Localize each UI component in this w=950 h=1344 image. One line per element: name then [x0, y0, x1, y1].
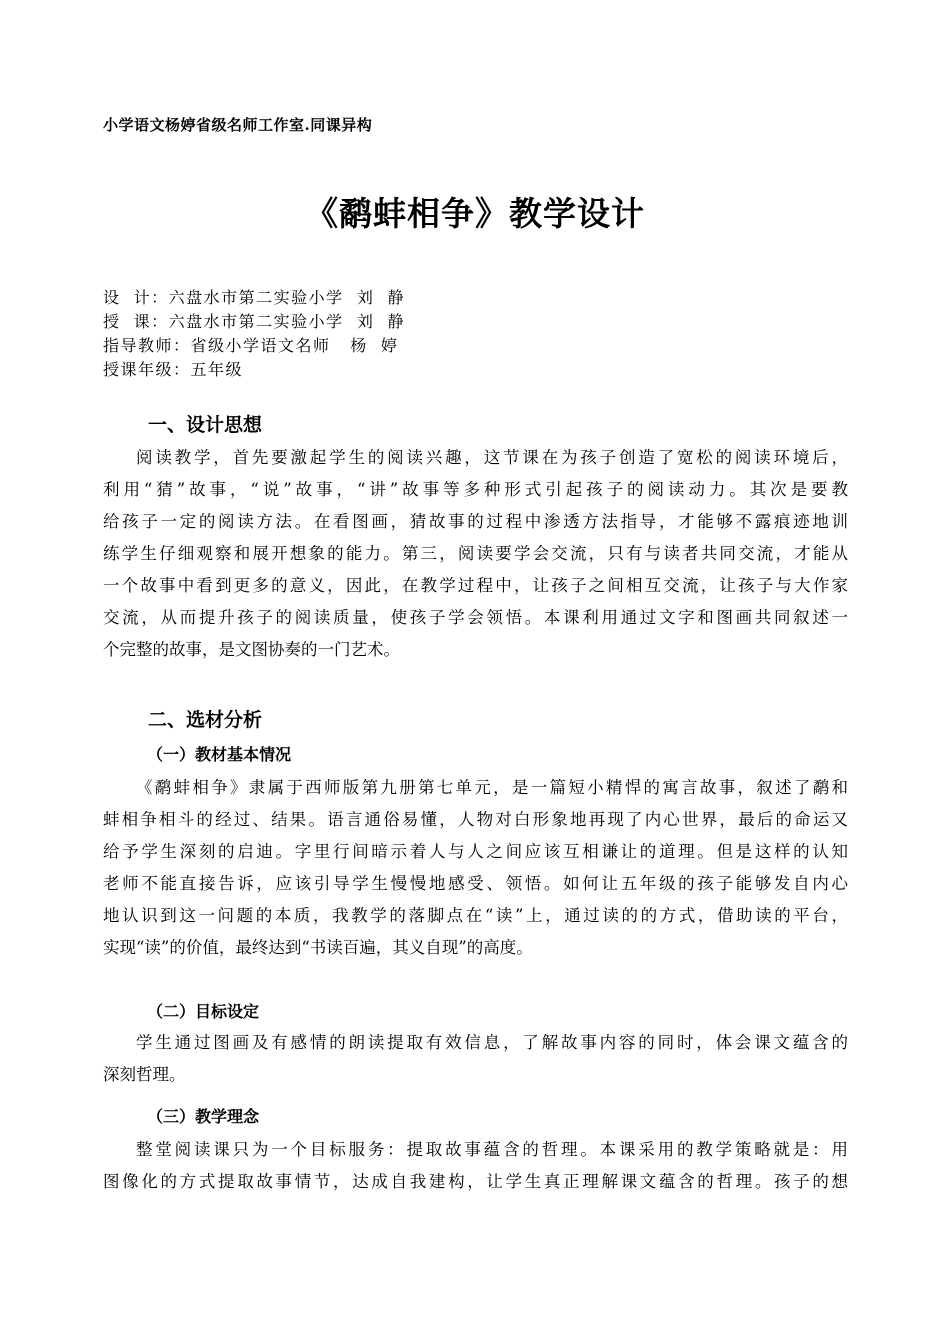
- paragraph-line: 个完整的故事，是文图协奏的一门艺术。: [103, 640, 400, 659]
- paragraph-line: 老师不能直接告诉，应该引导学生慢慢地感受、领悟。如何让五年级的孩子能够发自内心: [103, 874, 848, 893]
- paragraph-textbook: [103, 772, 848, 964]
- paragraph-line: 一个故事中看到更多的意义，因此，在教学过程中，让孩子之间相互交流，让孩子与大作家: [103, 576, 848, 595]
- paragraph-design-idea: [103, 442, 848, 666]
- author-info: [103, 286, 405, 382]
- paragraph-line: 《鹬蚌相争》隶属于西师版第九册第七单元，是一篇短小精悍的寓言故事，叙述了鹬和: [136, 778, 848, 797]
- paragraph-line: 学生通过图画及有感情的朗读提取有效信息，了解故事内容的同时，体会课文蕴含的: [136, 1033, 848, 1052]
- paragraph-line: 实现“读”的价值，最终达到“书读百遍，其义自现”的高度。: [103, 938, 533, 957]
- paragraph-line: 给孩子一定的阅读方法。在看图画，猜故事的过程中渗透方法指导，才能够不露痕迹地训: [103, 512, 848, 531]
- paragraph-line: 深刻哲理。: [103, 1065, 186, 1084]
- section-heading-material-analysis: 二、选材分析: [148, 709, 263, 731]
- document-title: 《鹬蚌相争》教学设计: [305, 194, 645, 233]
- paragraph-line: 地认识到这一问题的本质，我教学的落脚点在“读”上，通过读的的方式，借助读的平台，: [103, 906, 848, 925]
- meta-advisor: 指导教师：省级小学语文名师 杨 婷: [103, 336, 399, 355]
- paragraph-line: 利用“猜”故事，“说”故事，“讲”故事等多种形式引起孩子的阅读动力。其次是要教: [103, 480, 848, 499]
- page-header: 小学语文杨婷省级名师工作室.同课异构: [103, 116, 373, 134]
- meta-teacher: 授 课：六盘水市第二实验小学 刘 静: [103, 312, 406, 331]
- paragraph-philosophy: [103, 1134, 848, 1198]
- paragraph-line: 给予学生深刻的启迪。字里行间暗示着人与人之间应该互相谦让的道理。但是这样的认知: [103, 842, 848, 861]
- subsection-heading-textbook: （一）教材基本情况: [147, 745, 292, 764]
- paragraph-line: 图像化的方式提取故事情节，达成自我建构，让学生真正理解课文蕴含的哲理。孩子的想: [103, 1172, 848, 1191]
- meta-designer: 设 计：六盘水市第二实验小学 刘 静: [103, 288, 406, 307]
- subsection-heading-objectives: （二）目标设定: [147, 1002, 260, 1021]
- paragraph-line: 整堂阅读课只为一个目标服务：提取故事蕴含的哲理。本课采用的教学策略就是：用: [136, 1140, 848, 1159]
- paragraph-line: 练学生仔细观察和展开想象的能力。第三，阅读要学会交流，只有与读者共同交流，才能从: [103, 544, 848, 563]
- subsection-heading-philosophy: （三）教学理念: [147, 1107, 260, 1126]
- paragraph-line: 阅读教学，首先要激起学生的阅读兴趣，这节课在为孩子创造了宽松的阅读环境后，: [136, 448, 848, 467]
- paragraph-objectives: [103, 1027, 848, 1091]
- section-heading-design-idea: 一、设计思想: [148, 414, 263, 436]
- paragraph-line: 蚌相争相斗的经过、结果。语言通俗易懂，人物对白形象地再现了内心世界，最后的命运又: [103, 810, 848, 829]
- meta-grade: 授课年级：五年级: [103, 360, 244, 379]
- paragraph-line: 交流，从而提升孩子的阅读质量，使孩子学会领悟。本课利用通过文字和图画共同叙述一: [103, 608, 848, 627]
